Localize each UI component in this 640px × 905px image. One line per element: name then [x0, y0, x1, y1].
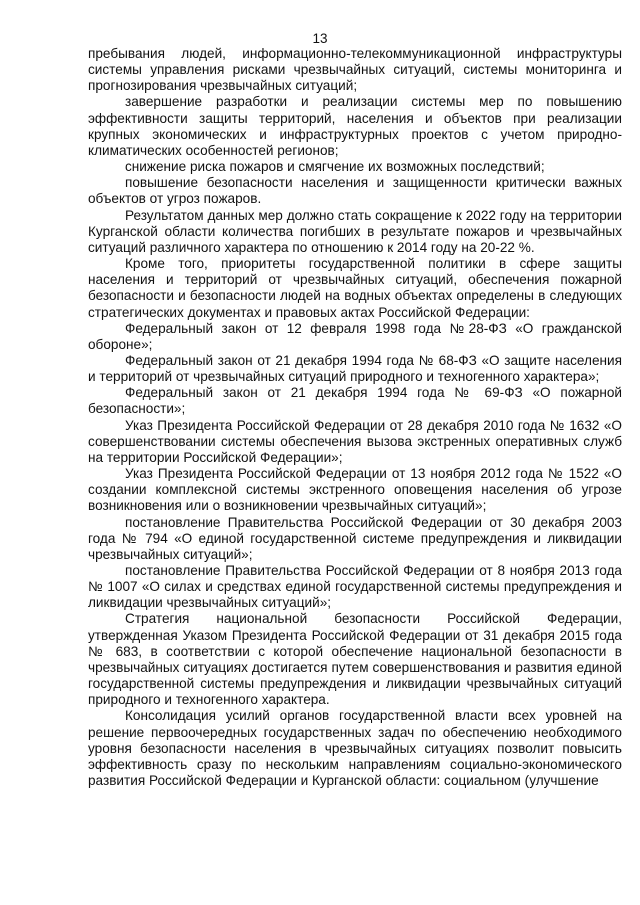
list-item-fire-risk-reduction: снижение риска пожаров и смягчение их возможных последствий; — [125, 159, 545, 175]
list-item-fire-safety-improvement: повышение безопасности населения и защищенности критически важных объектов от угроз пожаров. — [88, 175, 622, 207]
paragraph-consolidation: Консолидация усилий органов государственной власти всех уровней на решение первоочередных государственных задач по обеспечению необходимого уровня безопасности населения в чрезвычайных ситуациях позволит повысить эффективность сразу по нескольким направлениям социально-экономического развития Российской Федерации и Курганской области: социальном (улучшение — [88, 708, 622, 789]
legal-act-decree-1522: Указ Президента Российской Федерации от 13 ноября 2012 года № 1522 «О создании комплексной системы экстренного оповещения населения об угрозе возникновения или о возникновении чрезвычайных ситуаций»; — [88, 466, 622, 514]
legal-act-civil-defense-law: Федеральный закон от 12 февраля 1998 года №28-ФЗ «О гражданской обороне»; — [88, 320, 622, 352]
legal-act-resolution-1007: постановление Правительства Российской Федерации от 8 ноября 2013 года № 1007 «О силах и средствах единой государственной системы предупреждения и ликвидации чрезвычайных ситуаций»; — [88, 563, 622, 611]
paragraph-expected-result: Результатом данных мер должно стать сокращение к 2022 году на территории Курганской области количества погибших в результате пожаров и чрезвычайных ситуаций различного характера по отношению к 2014 году на 20-22 %. — [88, 207, 622, 255]
paragraph-continuation: пребывания людей, информационно-телекоммуникационной инфраструктуры системы управления рисками чрезвычайных ситуаций, системы мониторинга и прогнозирования чрезвычайных ситуаций; — [88, 46, 622, 94]
legal-act-decree-1632: Указ Президента Российской Федерации от 28 декабря 2010 года № 1632 «О совершенствовании системы обеспечения вызова экстренных оперативных служб на территории Российской Федерации»; — [88, 417, 622, 465]
legal-act-emergency-protection-law: Федеральный закон от 21 декабря 1994 года № 68-ФЗ «О защите населения и территорий от чрезвычайных ситуаций природного и техногенного характера»; — [88, 352, 622, 385]
paragraph-state-priorities: Кроме того, приоритеты государственной политики в сфере защиты населения и территорий от чрезвычайных ситуаций, обеспечения пожарной безопасности и безопасности людей на водных объектах определены в следующих стратегических документах и правовых актах Российской Федерации: — [88, 256, 622, 320]
page-number: 13 — [312, 31, 328, 46]
legal-act-national-security-strategy: Стратегия национальной безопасности Российской Федерации, утвержденная Указом Президента Российской Федерации от 31 декабря 2015 года № 683, в соответствии с которой обеспечение национальной безопасности в чрезвычайных ситуациях достигается путем совершенствования и развития единой государственной системы предупреждения и ликвидации чрезвычайных ситуаций природного и техногенного характера. — [88, 611, 622, 708]
legal-act-fire-safety-law: Федеральный закон от 21 декабря 1994 года № 69-ФЗ «О пожарной безопасности»; — [88, 385, 622, 417]
list-item-risk-system-completion: завершение разработки и реализации системы мер по повышению эффективности защиты территорий, населения и объектов при реализации крупных экономических и инфраструктурных проектов с учетом природно-климатических особенностей регионов; — [88, 94, 622, 158]
document-body — [88, 46, 622, 789]
legal-act-resolution-794: постановление Правительства Российской Федерации от 30 декабря 2003 года № 794 «О единой государственной системе предупреждения и ликвидации чрезвычайных ситуаций»; — [88, 514, 622, 562]
